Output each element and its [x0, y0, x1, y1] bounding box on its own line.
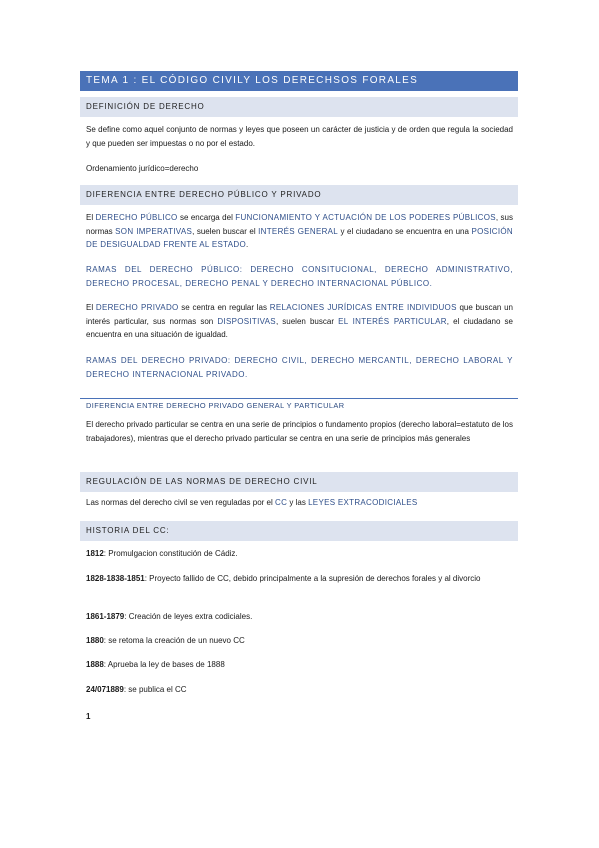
history-item [86, 610, 513, 624]
history-text: : Creación de leyes extra codiciales. [124, 612, 253, 621]
text-run: , suelen buscar [275, 316, 339, 326]
general-particular-paragraph: El derecho privado particular se centra en una serie de principios o fundamento propios (derecho laboral=estatuto de los trabajadores), mientras que el derecho privado particular se centra en una serie de principios más generales [86, 420, 513, 443]
text-run: . [246, 240, 249, 249]
section-heading-general-particular: DIFERENCIA ENTRE DERECHO PRIVADO GENERAL Y PARTICULAR [80, 398, 518, 412]
keyword-imperativas: SON IMPERATIVAS [115, 226, 193, 236]
derecho-publico-paragraph [86, 211, 513, 252]
keyword-interes-particular: EL INTERÉS PARTICULAR [338, 316, 447, 326]
regulacion-paragraph [86, 496, 513, 510]
ramas-publico-paragraph: RAMAS DEL DERECHO PÚBLICO: DERECHO CONSITUCIONAL, DERECHO ADMINISTRATIVO, DERECHO PROCESAL, DERECHO PENAL Y DERECHO INTERNACIONAL PÚBLICO. [86, 265, 513, 288]
keyword-derecho-publico: DERECHO PÚBLICO [95, 213, 178, 222]
history-date: 1812 [86, 549, 104, 558]
derecho-privado-paragraph [86, 301, 513, 342]
text-run: y las [287, 498, 309, 507]
text-run: que buscan un interés particular, sus normas son [86, 303, 513, 326]
text-run: se centra en regular las [178, 303, 270, 312]
keyword-interes-general: INTERÉS GENERAL [258, 226, 339, 236]
keyword-cc: CC [275, 498, 288, 507]
keyword-derecho-privado: DERECHO PRIVADO [95, 303, 179, 312]
history-text: : Proyecto fallido de CC, debido principalmente a la supresión de derechos forales y al divorcio [144, 574, 481, 583]
section-heading-definicion: DEFINICIÓN DE DERECHO [80, 97, 518, 117]
text-run: Las normas del derecho civil se ven reguladas por el [86, 498, 275, 507]
text-run: El [86, 303, 96, 312]
text-run: , suelen buscar el [192, 226, 259, 236]
history-text: : se publica el CC [123, 685, 187, 694]
keyword-relaciones-juridicas: RELACIONES JURÍDICAS ENTRE INDIVIDUOS [269, 303, 457, 312]
definition-paragraph: Se define como aquel conjunto de normas y leyes que poseen un carácter de justicia y de orden que regula la sociedad y que pueden ser impuestas o no por el estado. [86, 125, 513, 148]
section-heading-historia: HISTORIA DEL CC: [80, 521, 518, 541]
history-item [86, 634, 513, 648]
history-text: : Promulgacion constitución de Cádiz. [103, 549, 238, 558]
history-date: 1861-1879 [86, 612, 125, 621]
history-text: : Aprueba la ley de bases de 1888 [103, 660, 225, 669]
history-item [86, 658, 513, 672]
history-date: 1880 [86, 636, 104, 645]
history-item [86, 547, 513, 561]
ordenamiento-paragraph: Ordenamiento jurídico=derecho [86, 164, 199, 173]
keyword-funcionamiento: FUNCIONAMIENTO Y ACTUACIÓN DE LOS PODERES PÚBLICOS [235, 213, 496, 222]
history-item [86, 572, 513, 586]
keyword-desigualdad: POSICIÓN DE DESIGUALDAD FRENTE AL ESTADO [86, 226, 513, 249]
history-date: 24/071889 [86, 685, 124, 694]
keyword-leyes-extracodiciales: LEYES EXTRACODICIALES [308, 498, 418, 507]
text-run: , sus normas [86, 213, 513, 236]
history-text: : se retoma la creación de un nuevo CC [103, 636, 245, 645]
text-run: se encarga del [177, 213, 236, 222]
text-run: El [86, 213, 96, 222]
history-item [86, 683, 513, 697]
section-heading-publico-privado: DIFERENCIA ENTRE DERECHO PÚBLICO Y PRIVADO [80, 185, 518, 205]
text-run: y el ciudadano se encuentra en una [338, 226, 472, 236]
ramas-privado-paragraph: RAMAS DEL DERECHO PRIVADO: DERECHO CIVIL, DERECHO MERCANTIL, DERECHO LABORAL Y DERECHO INTERNACIONAL PRIVADO. [86, 356, 513, 379]
section-heading-regulacion: REGULACIÓN DE LAS NORMAS DE DERECHO CIVIL [80, 472, 518, 492]
text-run: , el ciudadano se encuentra en una situación de igualdad. [86, 316, 513, 339]
history-date: 1888 [86, 660, 104, 669]
history-date: 1828-1838-1851 [86, 574, 145, 583]
page-number: 1 [86, 712, 91, 721]
page-title: TEMA 1 : EL CÓDIGO CIVILY LOS DERECHSOS FORALES [80, 71, 518, 91]
keyword-dispositivas: DISPOSITIVAS [217, 316, 276, 326]
